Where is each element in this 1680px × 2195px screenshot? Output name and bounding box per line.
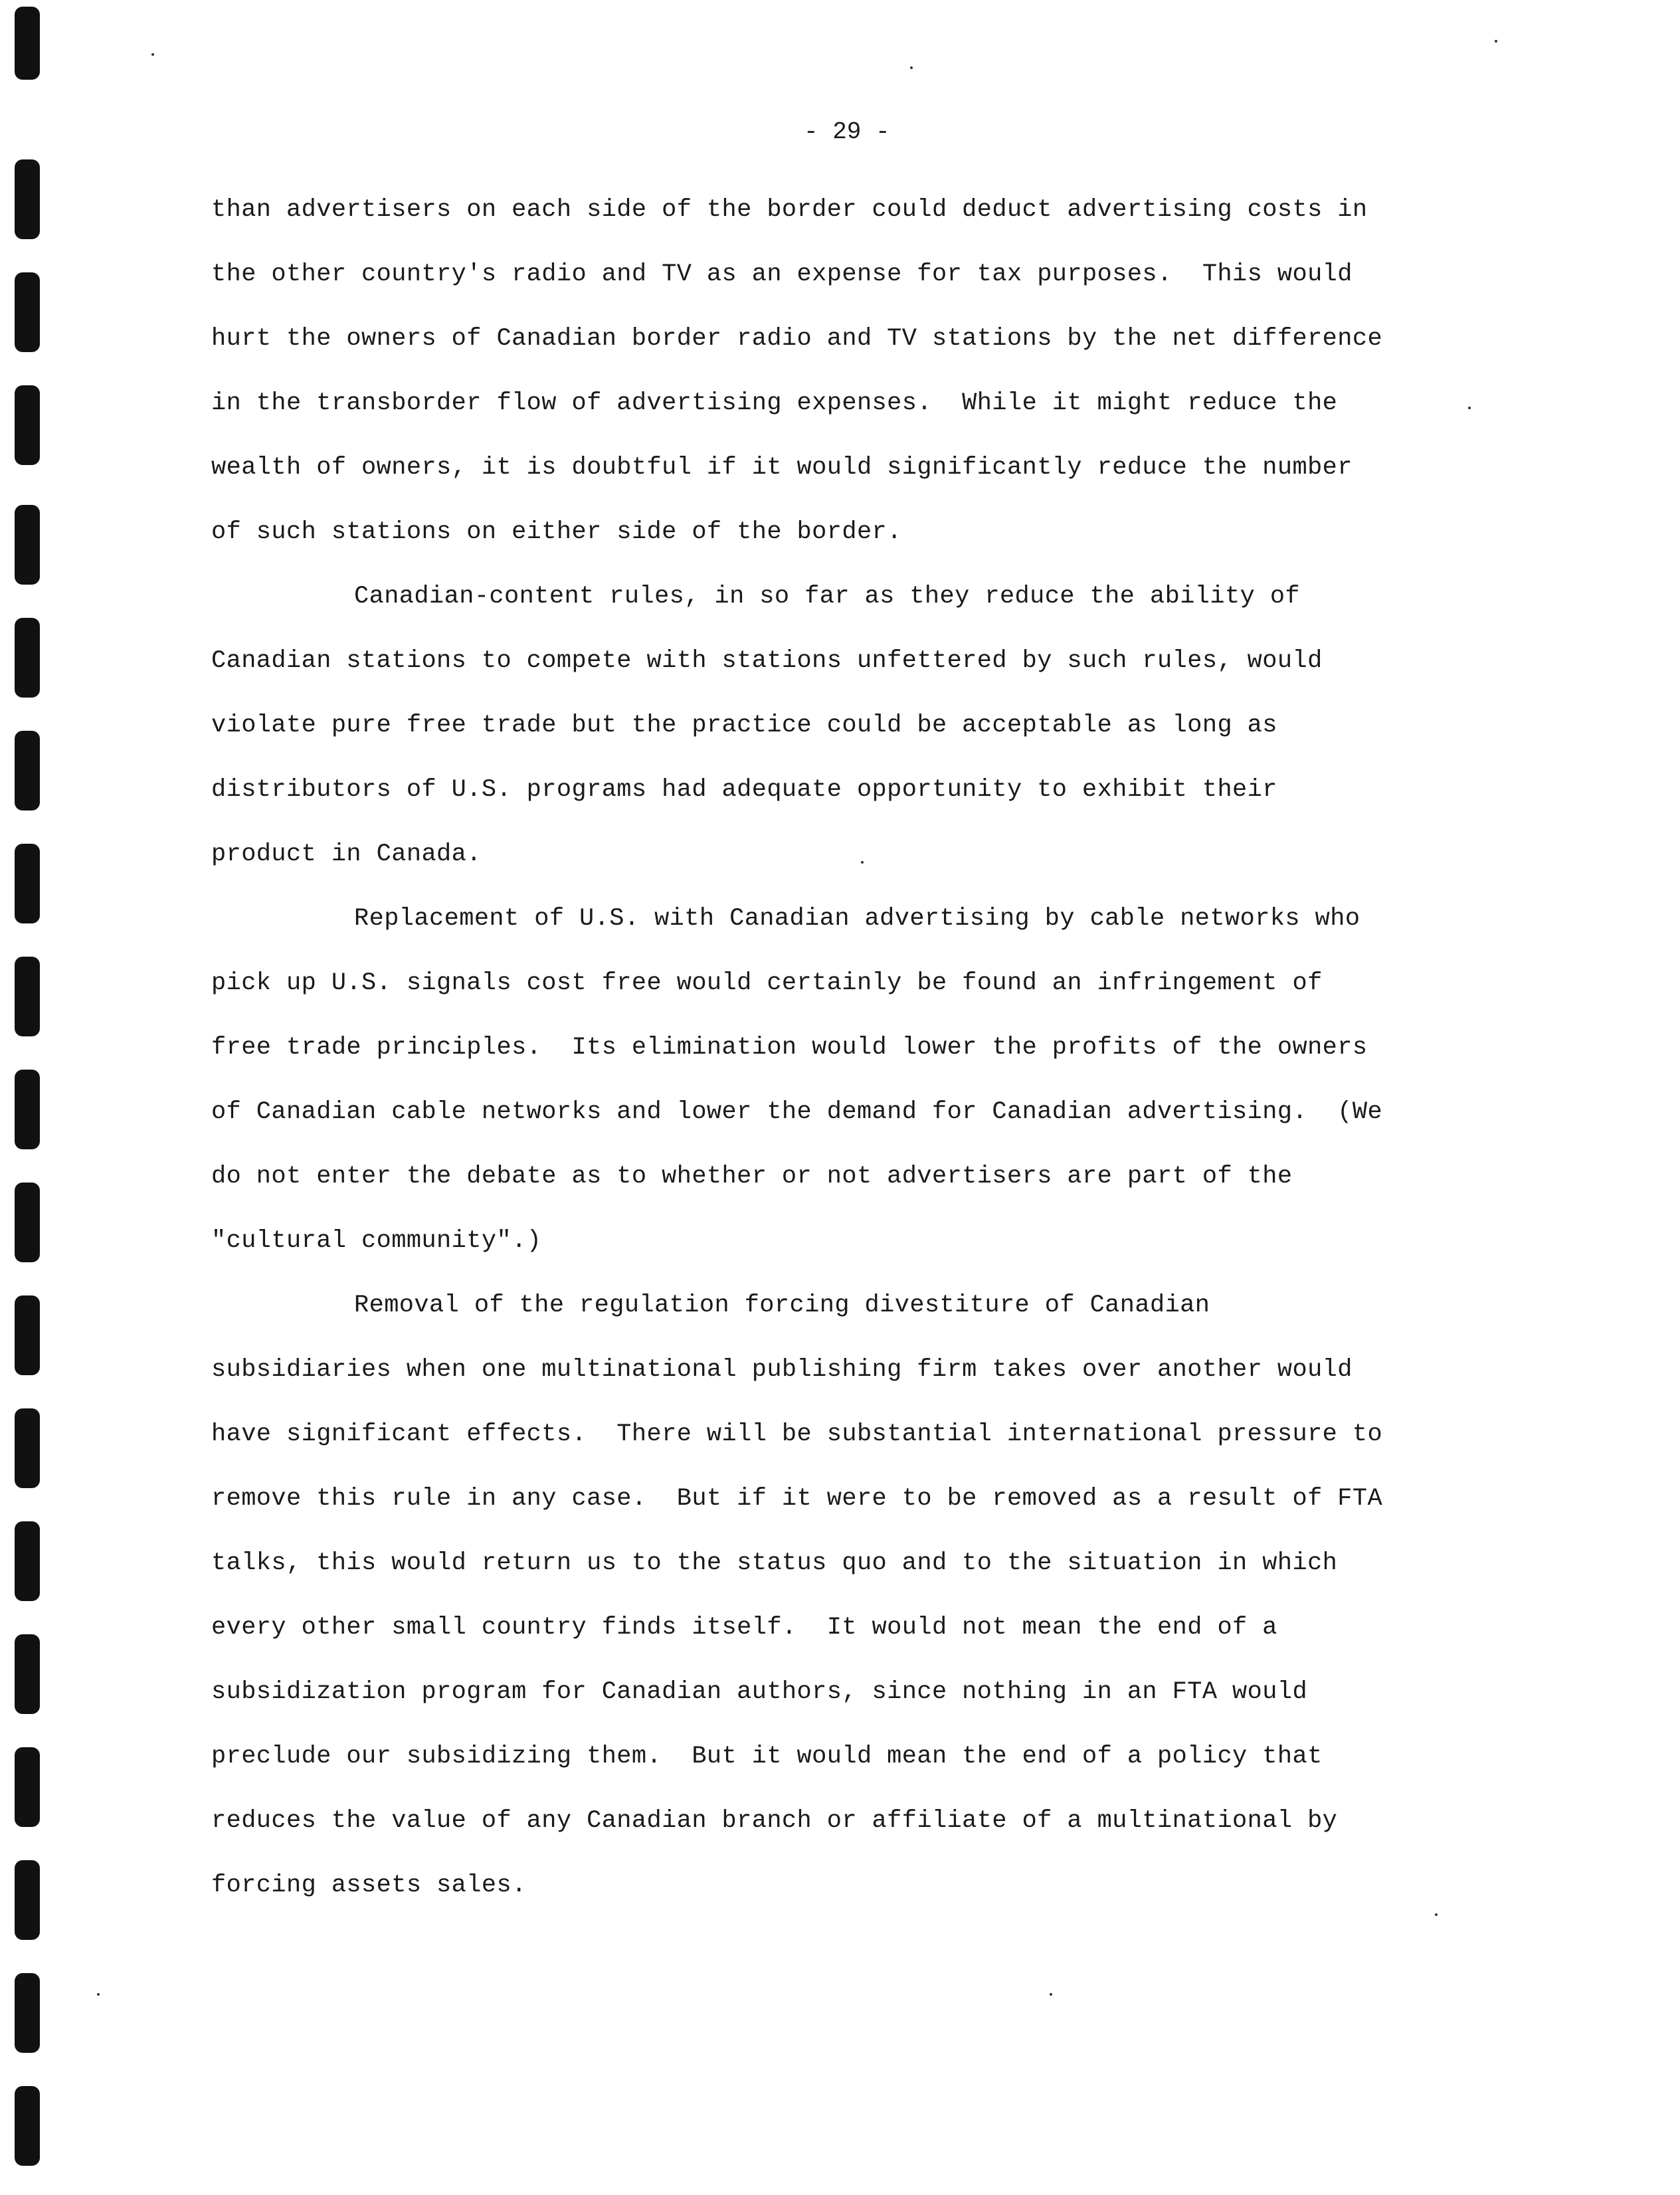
binding-hole — [15, 1521, 40, 1601]
scan-speck — [910, 66, 913, 69]
text-line-paragraph-start: Replacement of U.S. with Canadian advertising by cable networks who — [354, 905, 1360, 933]
text-line: forcing assets sales. — [211, 1871, 527, 1899]
binding-hole — [15, 618, 40, 698]
binding-hole — [15, 844, 40, 923]
scan-speck — [1495, 40, 1497, 43]
scan-speck — [151, 53, 154, 56]
body-text — [211, 178, 1513, 1918]
binding-hole — [15, 1747, 40, 1827]
text-line: do not enter the debate as to whether or not advertisers are part of the — [211, 1163, 1293, 1191]
binding-hole — [15, 2086, 40, 2166]
text-line: "cultural community".) — [211, 1227, 542, 1255]
text-line-paragraph-start: Removal of the regulation forcing divestiture of Canadian — [354, 1291, 1210, 1319]
binding-hole — [15, 957, 40, 1036]
binding-hole — [15, 159, 40, 239]
scan-speck — [1050, 1993, 1052, 1996]
binding-hole — [15, 1183, 40, 1262]
binding-hole — [15, 1408, 40, 1488]
text-line: hurt the owners of Canadian border radio and TV stations by the net difference — [211, 325, 1383, 353]
text-line: violate pure free trade but the practice could be acceptable as long as — [211, 712, 1277, 739]
binding-hole — [15, 385, 40, 465]
text-line-paragraph-start: Canadian-content rules, in so far as they reduce the ability of — [354, 583, 1301, 611]
text-line: distributors of U.S. programs had adequate opportunity to exhibit their — [211, 776, 1277, 804]
text-line: talks, this would return us to the status quo and to the situation in which — [211, 1549, 1338, 1577]
binding-hole — [15, 1295, 40, 1375]
text-line: remove this rule in any case. But if it were to be removed as a result of FTA — [211, 1485, 1383, 1513]
text-line: than advertisers on each side of the border could deduct advertising costs in — [211, 196, 1368, 224]
text-line: subsidization program for Canadian authors, since nothing in an FTA would — [211, 1678, 1308, 1706]
text-line: Canadian stations to compete with stations unfettered by such rules, would — [211, 647, 1323, 675]
text-line: the other country's radio and TV as an expense for tax purposes. This would — [211, 260, 1353, 288]
binding-hole — [15, 1973, 40, 2053]
text-line: free trade principles. Its elimination would lower the profits of the owners — [211, 1034, 1368, 1062]
text-line: preclude our subsidizing them. But it would mean the end of a policy that — [211, 1743, 1323, 1770]
binding-hole — [15, 1634, 40, 1714]
text-line: in the transborder flow of advertising expenses. While it might reduce the — [211, 389, 1338, 417]
text-line: every other small country finds itself. It would not mean the end of a — [211, 1614, 1277, 1642]
scan-speck — [97, 1993, 100, 1996]
binding-hole — [15, 7, 40, 80]
binding-hole — [15, 505, 40, 585]
text-line: subsidiaries when one multinational publishing firm takes over another would — [211, 1356, 1353, 1384]
page-number: - 29 - — [804, 118, 890, 145]
text-line: of such stations on either side of the border. — [211, 518, 902, 546]
text-line: of Canadian cable networks and lower the demand for Canadian advertising. (We — [211, 1098, 1383, 1126]
text-line: wealth of owners, it is doubtful if it would significantly reduce the number — [211, 454, 1353, 482]
text-line: have significant effects. There will be substantial international pressure to — [211, 1420, 1383, 1448]
text-line: reduces the value of any Canadian branch or affiliate of a multinational by — [211, 1807, 1338, 1835]
text-line: pick up U.S. signals cost free would certainly be found an infringement of — [211, 969, 1323, 997]
binding-hole — [15, 731, 40, 811]
binding-hole — [15, 1070, 40, 1149]
binding-hole — [15, 272, 40, 352]
binding-hole — [15, 1860, 40, 1940]
text-line: product in Canada. — [211, 840, 482, 868]
